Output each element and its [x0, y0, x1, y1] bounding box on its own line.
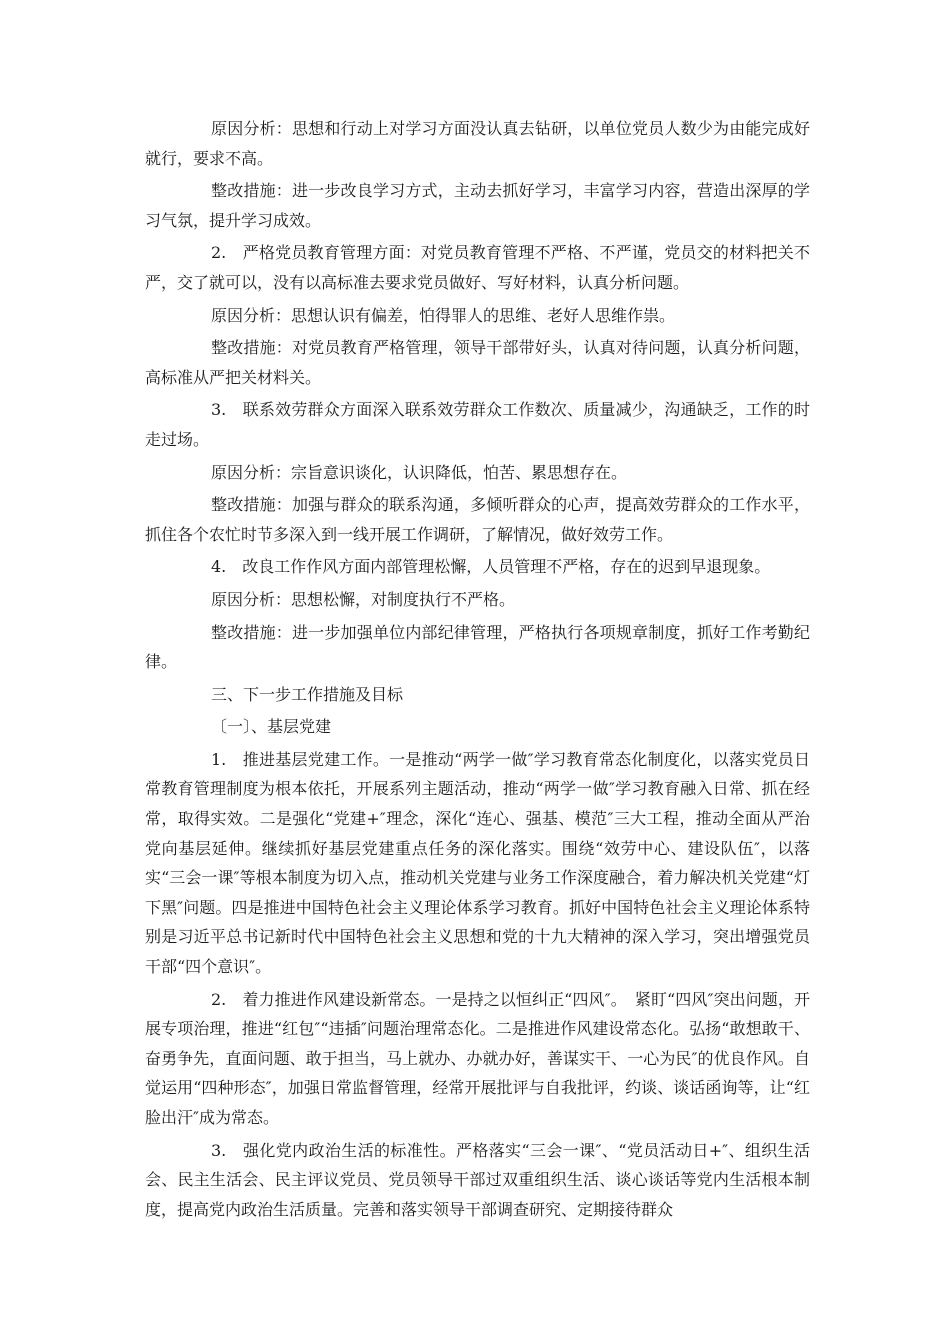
- paragraph-item-4: 4. 改良工作作风方面内部管理松懈，人员管理不严格，存在的迟到早退现象。: [211, 557, 771, 577]
- paragraph-grassroots-2: 2. 着力推进作风建设新常态。一是持之以恒纠正“四风″。 紧盯“四风″突出问题，开展专项治理，推进“红包″“违插″问题治理常态化。二是推进作风建设常态化。弘扬“敢想敢干、奋勇争先，直面问题、敢于担当，马上就办、办就办好，善谋实干、一心为民″的优良作风。自觉运用“四种形态″，加强日常监督管理，经常开展批评与自我批评，约谈、谈话函询等，让“红脸出汗″成为常态。: [145, 989, 810, 1127]
- section-heading-next-steps: 三、下一步工作措施及目标: [211, 684, 404, 704]
- paragraph-item-2: 2. 严格党员教育管理方面：对党员教育管理不严格、不严谨，党员交的材料把关不严，交了就可以，没有以高标准去要求党员做好、写好材料，认真分析问题。: [145, 243, 810, 292]
- paragraph-cause-3: 原因分析：宗旨意识谈化，认识降低，怕苦、累思想存在。: [211, 462, 628, 482]
- paragraph-cause-4: 原因分析：思想松懈，对制度执行不严格。: [211, 589, 516, 609]
- paragraph-measure-1: 整改措施：进一步改良学习方式，主动去抓好学习，丰富学习内容，营造出深厚的学习气氛，提升学习成效。: [145, 181, 810, 230]
- subsection-heading-grassroots: 〔一〕、基层党建: [211, 717, 332, 737]
- paragraph-cause-1: 原因分析：思想和行动上对学习方面没认真去钻研，以单位党员人数少为由能完成好就行，要求不高。: [145, 119, 810, 168]
- paragraph-measure-2: 整改措施：对党员教育严格管理，领导干部带好头，认真对待问题，认真分析问题，高标准从严把关材料关。: [145, 338, 810, 387]
- paragraph-measure-4: 整改措施：进一步加强单位内部纪律管理，严格执行各项规章制度，抓好工作考勤纪律。: [145, 622, 810, 672]
- paragraph-grassroots-3: 3. 强化党内政治生活的标准性。严格落实“三会一课″、“党员活动日+″、组织生活会、民主生活会、民主评议党员、党员领导干部过双重组织生活、谈心谈话等党内生活根本制度，提高党内政治生活质量。完善和落实领导干部调查研究、定期接待群众: [145, 1140, 810, 1219]
- paragraph-grassroots-1: 1. 推进基层党建工作。一是推动“两学一做″学习教育常态化制度化，以落实党员日常教育管理制度为根本依托，开展系列主题活动，推动“两学一做″学习教育融入日常、抓在经常，取得实效。二是强化“党建+″理念，深化“连心、强基、模范″三大工程，推动全面从严治党向基层延伸。继续抓好基层党建重点任务的深化落实。围绕“效劳中心、建设队伍″，以落实“三会一课″等根本制度为切入点，推动机关党建与业务工作深度融合，着力解决机关党建“灯下黑″问题。四是推进中国特色社会主义理论体系学习教育。抓好中国特色社会主义理论体系特别是习近平总书记新时代中国特色社会主义思想和党的十九大精神的深入学习，突出增强党员干部“四个意识″。: [145, 749, 810, 977]
- document-body: [145, 114, 810, 1227]
- paragraph-item-3: 3. 联系效劳群众方面深入联系效劳群众工作数次、质量减少，沟通缺乏，工作的时走过场。: [145, 400, 810, 449]
- paragraph-measure-3: 整改措施：加强与群众的联系沟通，多倾听群众的心声，提高效劳群众的工作水平，抓住各个农忙时节多深入到一线开展工作调研，了解情况，做好效劳工作。: [145, 495, 810, 544]
- paragraph-cause-2: 原因分析：思想认识有偏差，怕得罪人的思维、老好人思维作祟。: [211, 305, 676, 325]
